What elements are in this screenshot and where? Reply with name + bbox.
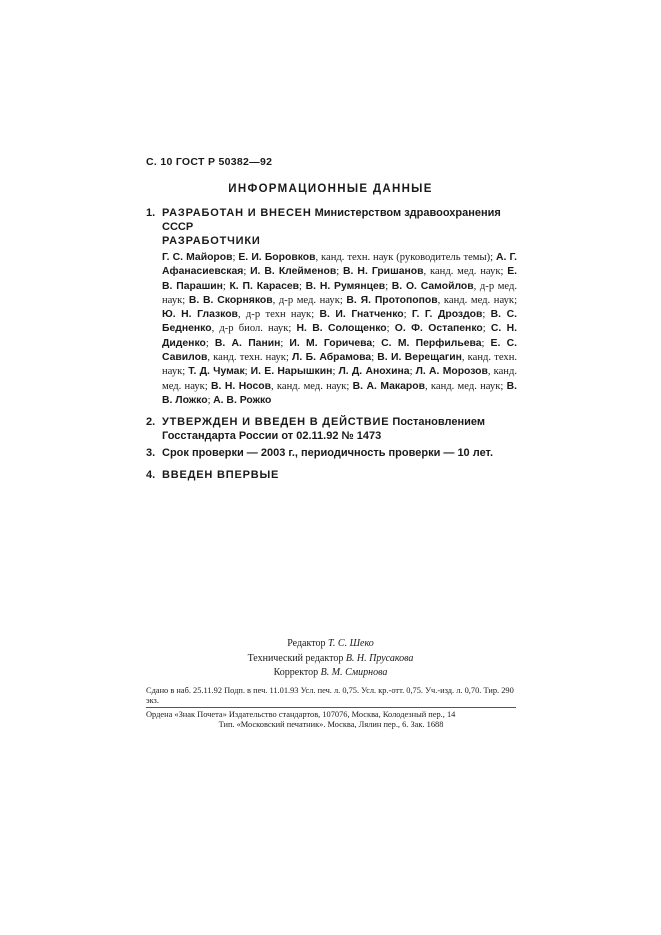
developer-title: , канд. мед. наук; xyxy=(271,380,353,392)
developer-name: В. С. Бедненко xyxy=(162,309,518,335)
developer-title: ; xyxy=(332,366,339,378)
publisher-line: Ордена «Знак Почета» Издательство стандартов, 107076, Москва, Колодезный пер., 14 xyxy=(146,710,456,719)
developer-title: ; xyxy=(222,280,230,292)
developer-name: В. Н. Носов xyxy=(211,380,272,392)
developer-name: В. И. Гнатченко xyxy=(319,309,404,321)
imprint-text: Сдано в наб. 25.11.92 Подп. в печ. 11.01.93 Усл. печ. л. 0,75. Усл. кр.-отт. 0,75. Уч.-изд. л. 0,70. Тир. 290 экз. xyxy=(146,686,514,705)
developer-title: , канд. техн. наук (руководитель темы); xyxy=(315,252,496,263)
developer-title: , д-р биол. наук; xyxy=(211,323,297,335)
developer-title: ; xyxy=(205,337,215,349)
developer-title: ; xyxy=(280,337,290,349)
developer-name: Л. Д. Анохина xyxy=(338,366,410,378)
developer-name: К. П. Карасев xyxy=(229,280,300,292)
developer-name: Л. А. Морозов xyxy=(415,366,488,378)
developer-name: Л. Б. Абрамова xyxy=(292,352,372,364)
developer-title: , канд. техн. наук; xyxy=(207,352,293,364)
credit-proofreader xyxy=(0,666,661,681)
printshop-line: Тип. «Московский печатник». Москва, Лялин пер., 6. Зак. 1688 xyxy=(218,720,444,729)
developers-list xyxy=(162,251,517,408)
developer-name: И. В. Клейменов xyxy=(250,266,337,278)
developer-title: , канд. мед. наук; xyxy=(437,294,518,306)
developer-name: А. В. Рожко xyxy=(213,394,272,406)
developer-title: ; xyxy=(386,323,395,335)
page-header: С. 10 ГОСТ Р 50382—92 xyxy=(146,156,273,168)
credit-person: В. Н. Прусакова xyxy=(345,652,414,664)
item-lead: РАЗРАБОТАН И ВНЕСЕН xyxy=(162,207,312,219)
developer-name: Т. Д. Чумак xyxy=(188,366,245,378)
developer-title: ; xyxy=(232,252,239,263)
item-number: 4. xyxy=(146,469,156,481)
info-item-4 xyxy=(146,468,517,482)
item-text: Срок проверки — 2003 г., периодичность проверки — 10 лет. xyxy=(162,447,494,459)
developer-name: С. Н. Диденко xyxy=(162,323,518,349)
developer-title: ; xyxy=(299,280,306,292)
developer-name: В. Я. Протопопов xyxy=(346,294,438,306)
developer-name: Г. Г. Дроздов xyxy=(411,309,483,321)
developer-name: Г. С. Майоров xyxy=(162,252,233,263)
item-text: Постановлением Госстандарта России от 02.11.92 № 1473 xyxy=(162,416,485,442)
developer-title: , д-р техн наук; xyxy=(237,309,320,321)
developer-name: И. М. Горичева xyxy=(289,337,373,349)
section-title: ИНФОРМАЦИОННЫЕ ДАННЫЕ xyxy=(228,183,433,195)
developers-title: РАЗРАБОТЧИКИ xyxy=(162,235,261,247)
item-number: 3. xyxy=(146,447,156,459)
developer-name: В. И. Верещагин xyxy=(377,352,462,364)
developer-name: В. Н. Румянцев xyxy=(305,280,386,292)
item-text: Министерством здравоохранения СССР xyxy=(162,207,501,233)
developer-title: , д-р мед. наук; xyxy=(162,280,518,306)
developer-name: С. М. Перфильева xyxy=(381,337,482,349)
credit-person: В. М. Смирнова xyxy=(320,667,388,678)
credit-person: Т. С. Шеко xyxy=(327,638,374,649)
item-lead: УТВЕРЖДЕН И ВВЕДЕН В ДЕЙСТВИЕ xyxy=(162,416,390,428)
developer-title: , канд. мед. наук; xyxy=(423,266,508,278)
developer-title: ; xyxy=(482,323,491,335)
developer-title: ; xyxy=(385,280,392,292)
developer-title: ; xyxy=(372,337,382,349)
developer-title: , канд. техн. наук; xyxy=(162,352,518,378)
imprint-divider xyxy=(146,707,516,708)
credit-tech-editor xyxy=(0,652,661,667)
credits-block xyxy=(0,637,661,681)
developer-name: И. Е. Нарышкин xyxy=(250,366,333,378)
developer-name: В. О. Самойлов xyxy=(391,280,474,292)
developer-name: Е. С. Савилов xyxy=(162,337,518,364)
item-lead: ВВЕДЕН ВПЕРВЫЕ xyxy=(162,469,280,481)
developer-name: Ю. Н. Глазков xyxy=(162,309,238,321)
developer-name: В. В. Ложко xyxy=(162,380,517,406)
item-number: 1. xyxy=(146,207,156,219)
developer-title: , канд. мед. наук; xyxy=(425,380,507,392)
info-item-1 xyxy=(146,206,517,234)
developer-title: ; xyxy=(243,266,251,278)
developer-title: ; xyxy=(371,352,378,364)
developer-name: О. Ф. Остапенко xyxy=(394,323,483,335)
developer-name: В. В. Скорняков xyxy=(188,294,273,306)
developer-title: ; xyxy=(481,337,491,349)
developer-name: В. А. Панин xyxy=(214,337,281,349)
credit-editor xyxy=(0,637,661,652)
developer-name: Н. В. Солощенко xyxy=(296,323,387,335)
info-item-2 xyxy=(146,415,517,443)
developer-title: ; xyxy=(336,266,344,278)
developer-title: ; xyxy=(244,366,251,378)
developer-name: Е. В. Парашин xyxy=(162,266,518,292)
credit-role: Редактор xyxy=(287,638,328,649)
developer-title: ; xyxy=(207,394,214,406)
developer-title: , канд. мед. наук; xyxy=(162,366,517,392)
printer-info xyxy=(146,710,516,730)
developer-title: ; xyxy=(403,309,412,321)
item-number: 2. xyxy=(146,416,156,428)
info-item-3 xyxy=(146,446,517,460)
developer-title: ; xyxy=(482,309,491,321)
credit-role: Технический редактор xyxy=(247,652,346,664)
developer-name: В. Н. Гришанов xyxy=(343,266,424,278)
developer-name: В. А. Макаров xyxy=(352,380,425,392)
credit-role: Корректор xyxy=(273,667,321,678)
developer-title: ; xyxy=(409,366,416,378)
developer-name: А. Г. Афанасиевская xyxy=(162,252,517,278)
developer-name: Е. И. Боровков xyxy=(238,252,316,263)
developer-title: , д-р мед. наук; xyxy=(272,294,347,306)
